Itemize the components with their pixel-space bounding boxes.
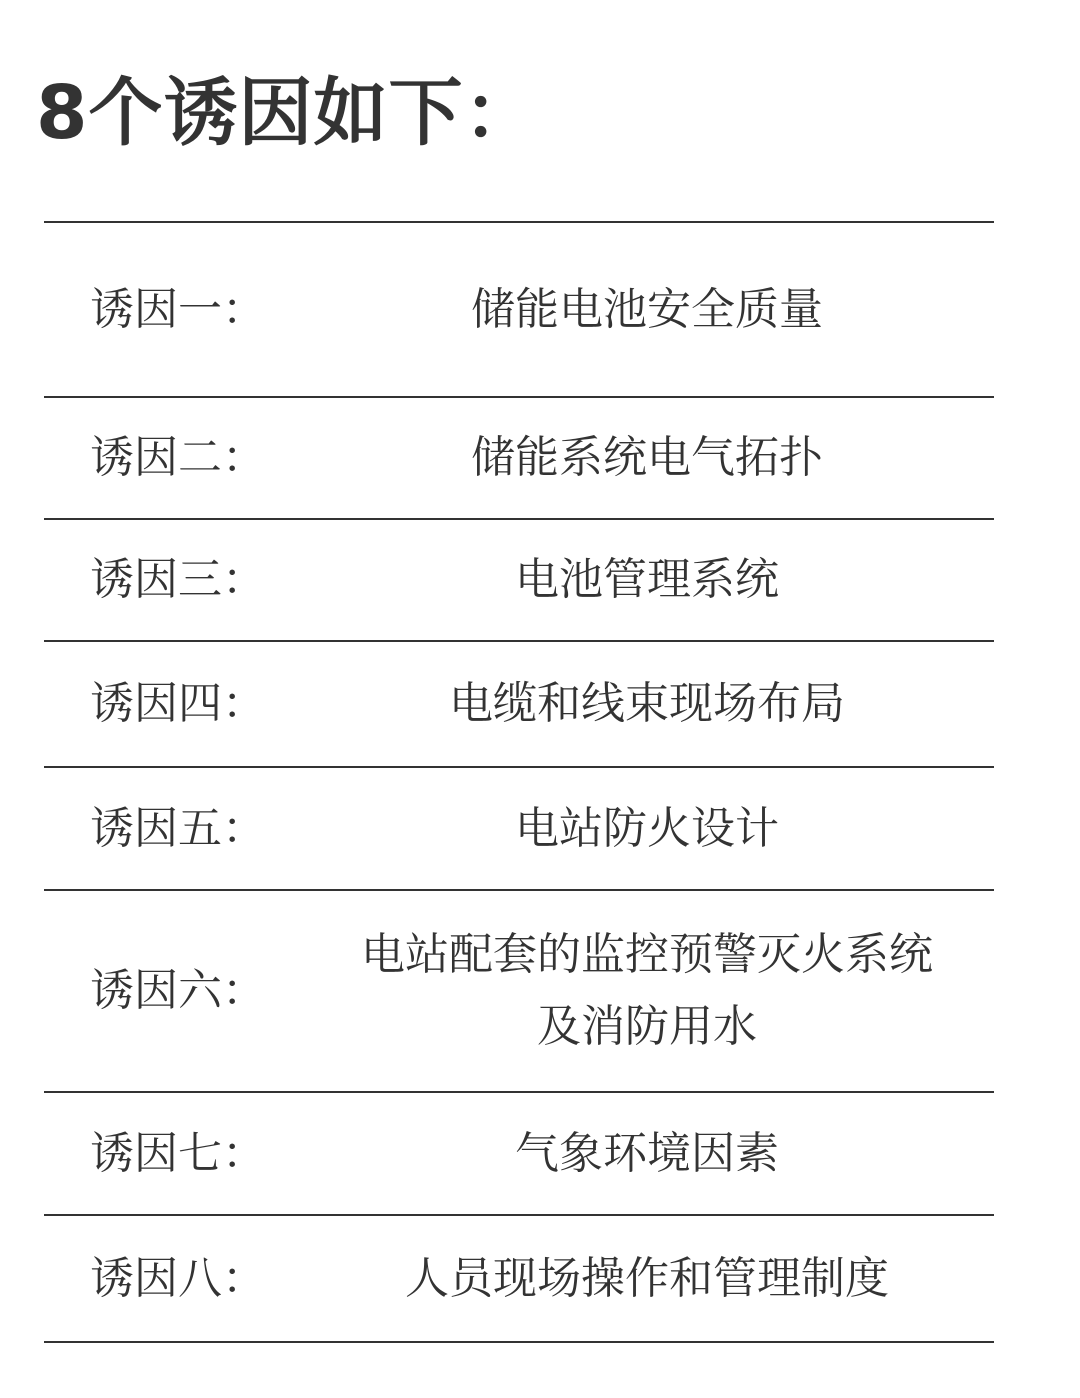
factor-description [304,919,994,1063]
factor-description-line: 及消防用水 [537,1001,757,1052]
factor-description-line: 电缆和线束现场布局 [449,678,845,729]
factor-label: 诱因七： [90,1127,266,1179]
factor-table [44,221,994,1343]
factor-label: 诱因一： [90,283,266,335]
factor-label: 诱因六： [90,965,266,1016]
factor-description-line: 电池管理系统 [515,554,779,605]
factor-label: 诱因二： [90,432,266,483]
factor-label: 诱因三： [90,554,266,605]
factor-row-8 [44,1216,994,1343]
factor-label: 诱因五： [90,802,266,854]
factor-description [304,274,994,346]
factor-description [304,422,994,494]
factor-description [304,1118,994,1190]
factor-description [304,544,994,616]
factor-description-line: 储能电池安全质量 [471,283,823,335]
factor-row-7 [44,1093,994,1216]
factor-row-4 [44,642,994,768]
factor-row-6 [44,891,994,1093]
factor-row-3 [44,520,994,642]
factor-row-5 [44,768,994,891]
factor-description [304,668,994,740]
factor-description-line: 电站配套的监控预警灭火系统 [361,929,933,980]
factor-description [304,793,994,865]
page-title: 8个诱因如下： [36,70,539,156]
factor-description-line: 储能系统电气拓扑 [471,432,823,483]
factor-row-1 [44,223,994,398]
factor-description-line: 电站防火设计 [515,802,779,854]
factor-description [304,1243,994,1315]
factor-label: 诱因四： [90,678,266,729]
factor-description-line: 气象环境因素 [515,1127,779,1179]
factor-row-2 [44,398,994,520]
factor-label: 诱因八： [90,1252,266,1304]
factor-description-line: 人员现场操作和管理制度 [405,1252,889,1304]
